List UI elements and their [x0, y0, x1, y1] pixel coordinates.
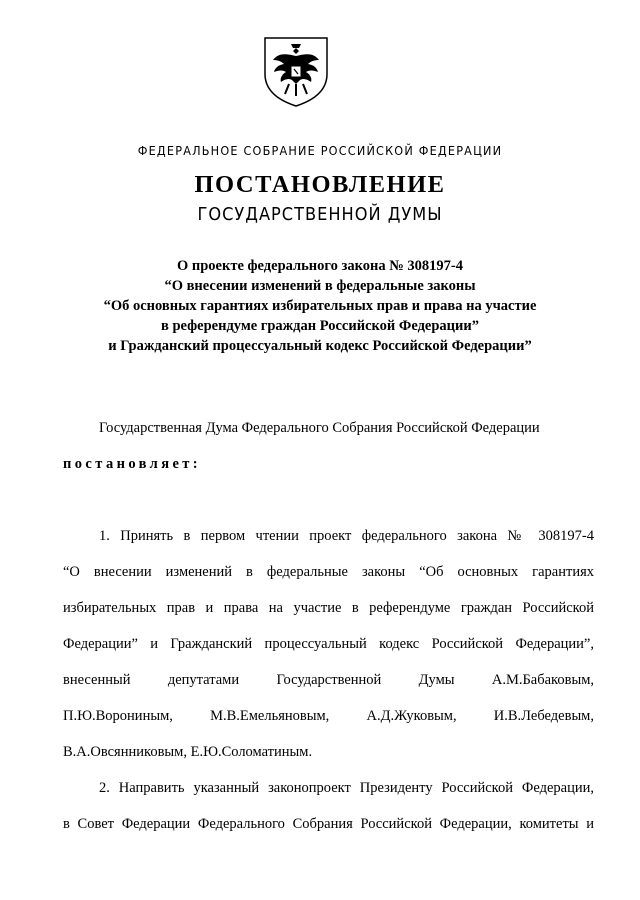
- subject-line: и Гражданский процессуальный кодекс Российской Федерации”: [108, 338, 532, 354]
- paragraph-1-line: избирательных прав и права на участие в референдуме граждан Российской: [63, 600, 594, 616]
- resolves-label: постановляет:: [63, 456, 202, 472]
- subject-line: “Об основных гарантиях избирательных прав и права на участие: [103, 298, 537, 314]
- coat-of-arms-icon: [261, 34, 331, 108]
- paragraph-1-line: 1. Принять в первом чтении проект федерального закона № 308197-4: [99, 528, 594, 544]
- preamble: Государственная Дума Федерального Собрания Российской Федерации: [99, 420, 540, 436]
- paragraph-2-line: 2. Направить указанный законопроект Президенту Российской Федерации,: [99, 780, 594, 796]
- paragraph-1-line: В.А.Овсянниковым, Е.Ю.Соломатиным.: [63, 744, 313, 760]
- organization-name: ФЕДЕРАЛЬНОЕ СОБРАНИЕ РОССИЙСКОЙ ФЕДЕРАЦИИ: [137, 143, 503, 158]
- paragraph-1-line: Федерации” и Гражданский процессуальный кодекс Российской Федерации”,: [63, 636, 594, 652]
- subject-line: “О внесении изменений в федеральные законы: [164, 278, 476, 294]
- paragraph-1-line: П.Ю.Ворониным, М.В.Емельяновым, А.Д.Жуковым, И.В.Лебедевым,: [63, 708, 594, 724]
- subject-line: в референдуме граждан Российской Федерации”: [160, 318, 480, 334]
- paragraph-1-line: “О внесении изменений в федеральные законы “Об основных гарантиях: [63, 564, 594, 580]
- paragraph-1-line: внесенный депутатами Государственной Думы А.М.Бабаковым,: [63, 672, 594, 688]
- document-subject: [0, 256, 640, 356]
- document-type: ПОСТАНОВЛЕНИЕ: [194, 171, 446, 198]
- paragraph-2-line: в Совет Федерации Федерального Собрания Российской Федерации, комитеты и: [63, 816, 594, 832]
- subject-line: О проекте федерального закона № 308197-4: [176, 258, 464, 274]
- document-issuer: ГОСУДАРСТВЕННОЙ ДУМЫ: [197, 204, 443, 225]
